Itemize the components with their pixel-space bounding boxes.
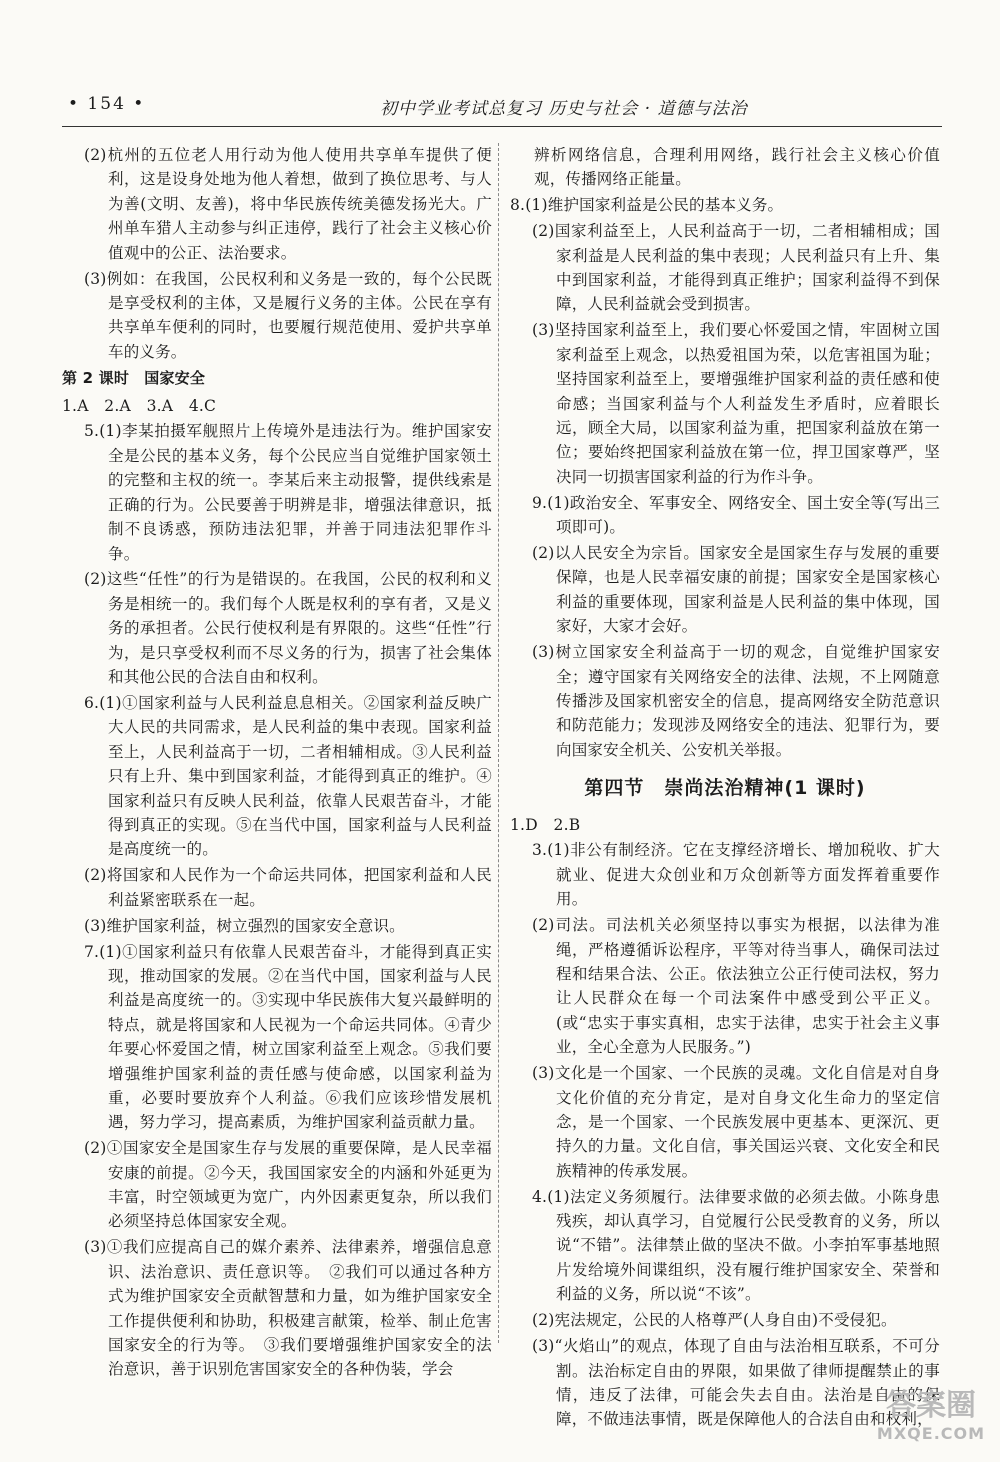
column-divider [498, 143, 499, 1343]
answer-paragraph: 1.D 2.B [510, 815, 581, 834]
watermark-text: 答案圈 [886, 1388, 976, 1423]
answer-paragraph: (2)司法。司法机关必须坚持以事实为根据，以法律为准绳，严格遵循诉讼程序，平等对待当事人，确保司法过程和结果合法、公正。依法独立公正行使司法权，努力让人民群众在每一个司法案件中感受到公平正义。(或“忠实于事实真相，忠实于法律，忠实于社会主义事业，全心全意为人民服务。”) [532, 916, 940, 1057]
watermark-url: MXQE.COM [876, 1424, 986, 1443]
answer-paragraph: (2)杭州的五位老人用行动为他人使用共享单车提供了便利，这是设身处地为他人着想，做到了换位思考、与人为善(文明、友善)，将中华民族传统美德发扬光大。广州单车猎人主动参与纠正违停，践行了社会主义核心价值观中的公正、法治要求。 [84, 146, 492, 262]
answer-paragraph: (2)以人民安全为宗旨。国家安全是国家生存与发展的重要保障，也是人民幸福安康的前提；国家安全是国家核心利益的重要体现，国家利益是人民利益的集中体现，国家好，大家才会好。 [532, 544, 940, 636]
answer-paragraph: 辨析网络信息，合理利用网络，践行社会主义核心价值观，传播网络正能量。 [534, 146, 940, 189]
answer-paragraph: (3)树立国家安全利益高于一切的观念，自觉维护国家安全；遵守国家有关网络安全的法律、法规，不上网随意传播涉及国家机密安全的信息，提高网络安全防范意识和防范能力；发现涉及网络安全的违法、犯罪行为，要向国家安全机关、公安机关举报。 [532, 643, 940, 759]
answer-paragraph: (3)①我们应提高自己的媒介素养、法律素养，增强信息意识、法治意识、责任意识等。 ②我们可以通过各种方式为维护国家安全贡献智慧和力量，如为维护国家安全工作提供便利和协助，积极建言献策，检举、制止危害国家安全的行为等。 ③我们要增强维护国家安全的法治意识，善于识别危害国家安全的各种伪装，学会 [84, 1238, 492, 1379]
answer-paragraph: 1.A 2.A 3.A 4.C [62, 396, 217, 415]
section-heading: 第四节 崇尚法治精神(1 课时) [584, 777, 866, 800]
answer-paragraph: (2)这些“任性”的行为是错误的。在我国，公民的权利和义务是相统一的。我们每个人既是权利的享有者，又是义务的承担者。公民行使权利是有界限的。这些“任性”行为，是只享受权利而不尽义务的行为，损害了社会集体和其他公民的合法自由和权利。 [84, 570, 492, 687]
answer-paragraph: 3.(1)非公有制经济。它在支撑经济增长、增加税收、扩大就业、促进大众创业和万众创新等方面发挥着重要作用。 [532, 841, 940, 909]
right-column [510, 143, 940, 1433]
answer-paragraph: (2)宪法规定，公民的人格尊严(人身自由)不受侵犯。 [532, 1311, 897, 1330]
page-number: • 154 • [68, 94, 146, 114]
answer-paragraph: 5.(1)李某拍摄军舰照片上传境外是违法行为。维护国家安全是公民的基本义务，每个公民应当自觉维护国家领土的完整和主权的统一。李某后来主动报警，提供线索是正确的行为。公民要善于明辨是非，增强法律意识，抵制不良诱惑，预防违法犯罪，并善于同违法犯罪作斗争。 [84, 422, 492, 563]
answer-paragraph: 6.(1)①国家利益与人民利益息息相关。②国家利益反映广大人民的共同需求，是人民利益的集中表现。国家利益至上，人民利益高于一切，二者相辅相成。③人民利益只有上升、集中到国家利益，才能得到真正的维护。④国家利益只有反映人民利益，依靠人民艰苦奋斗，才能得到真正的实现。⑤在当代中国，国家利益与人民利益是高度统一的。 [84, 693, 492, 859]
answer-paragraph: (3)坚持国家利益至上，我们要心怀爱国之情，牢固树立国家利益至上观念，以热爱祖国为荣，以危害祖国为耻；坚持国家利益至上，要增强维护国家利益的责任感和使命感；当国家利益与个人利益发生矛盾时，应着眼长远，顾全大局，以国家利益为重，把国家利益放在第一位；要始终把国家利益放在第一位，捍卫国家尊严，坚决同一切损害国家利益的行为作斗争。 [532, 321, 940, 486]
answer-paragraph: (2)将国家和人民作为一个命运共同体，把国家利益和人民利益紧密联系在一起。 [84, 866, 492, 909]
section-heading: 第 2 课时 国家安全 [62, 369, 206, 388]
answer-paragraph: (2)①国家安全是国家生存与发展的重要保障，是人民幸福安康的前提。②今天，我国国家安全的内涵和外延更为丰富，时空领域更为宽广，内外因素更复杂，所以我们必须坚持总体国家安全观。 [84, 1139, 492, 1231]
page-header [62, 92, 942, 127]
watermark-logo [876, 1380, 986, 1450]
answer-paragraph: (2)国家利益至上，人民利益高于一切，二者相辅相成；国家利益是人民利益的集中表现；人民利益只有上升、集中到国家利益，才能得到真正维护；国家利益得不到保障，人民利益就会受到损害。 [532, 222, 940, 314]
left-column [62, 143, 492, 1383]
answer-paragraph: (3)“火焰山”的观点，体现了自由与法治相互联系，不可分割。法治标定自由的界限，如果做了律师提醒禁止的事情，违反了法律，可能会失去自由。法治是自由的保障，不做违法事情，既是保障他人的合法自由和权利， [532, 1337, 940, 1429]
answer-paragraph: 4.(1)法定义务须履行。法律要求做的必须去做。小陈身患残疾，却认真学习，自觉履行公民受教育的义务，所以说“不错”。法律禁止做的坚决不做。小李拍军事基地照片发给境外间谍组织，没有履行维护国家安全、荣誉和利益的义务，所以说“不该”。 [532, 1187, 940, 1304]
answer-paragraph: 7.(1)①国家利益只有依靠人民艰苦奋斗，才能得到真正实现，推动国家的发展。②在当代中国，国家利益与人民利益是高度统一的。③实现中华民族伟大复兴最鲜明的特点，就是将国家和人民视为一个命运共同体。④青少年要心怀爱国之情，树立国家利益至上观念。⑤我们要增强维护国家利益的责任感与使命感，以国家利益为重，必要时要放弃个人利益。⑥我们应该珍惜发展机遇，努力学习，提高素质，为维护国家利益贡献力量。 [84, 942, 492, 1132]
answer-paragraph: (3)例如：在我国，公民权利和义务是一致的，每个公民既是享受权利的主体，又是履行义务的主体。公民在享有共享单车便利的同时，也要履行规范使用、爱护共享单车的义务。 [84, 269, 492, 361]
answer-paragraph: (3)维护国家利益，树立强烈的国家安全意识。 [84, 916, 405, 935]
book-title: 初中学业考试总复习 历史与社会 · 道德与法治 [380, 99, 748, 119]
answer-paragraph: 8.(1)维护国家利益是公民的基本义务。 [510, 196, 784, 215]
answer-paragraph: 9.(1)政治安全、军事安全、网络安全、国土安全等(写出三项即可)。 [532, 493, 940, 537]
answer-paragraph: (3)文化是一个国家、一个民族的灵魂。文化自信是对自身文化价值的充分肯定，是对自身文化生命力的坚定信念，是一个国家、一个民族发展中更基本、更深沉、更持久的力量。文化自信，事关国运兴衰、文化安全和民族精神的传承发展。 [532, 1064, 940, 1180]
